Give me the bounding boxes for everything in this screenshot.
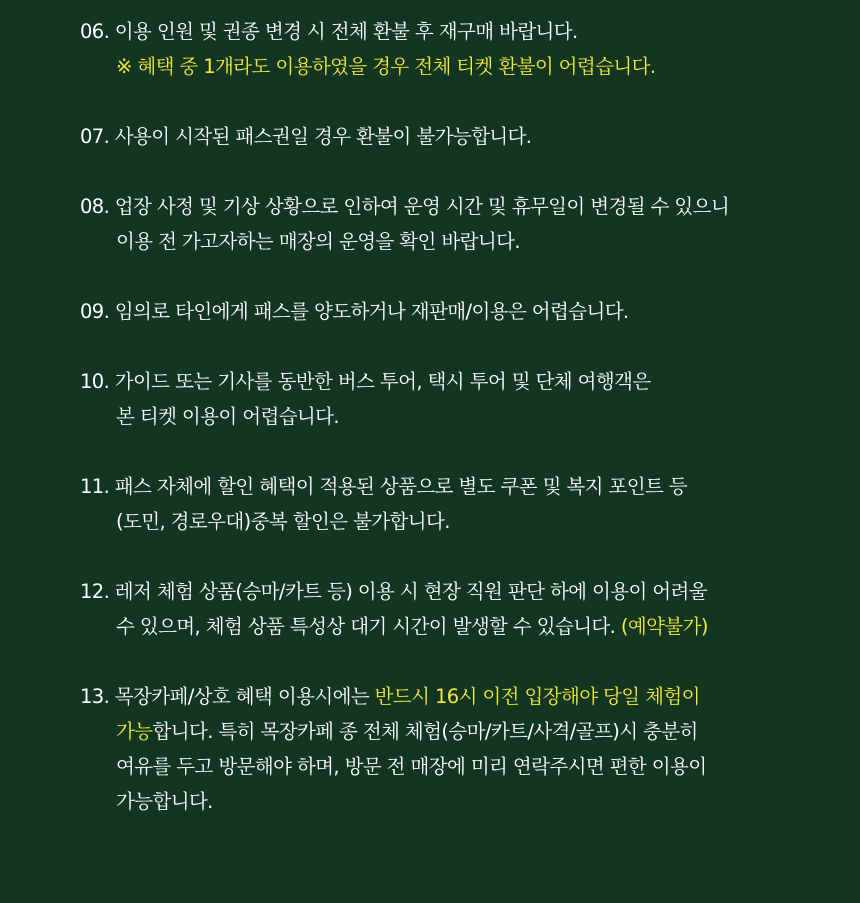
notice-item-10 (80, 364, 855, 434)
notice-13-available-highlight: 가능 (116, 720, 153, 743)
notice-08-line-1: 08. 업장 사정 및 기상 상황으로 인하여 운영 시간 및 휴무일이 변경될 수 있으니 (80, 195, 730, 218)
notice-12-line-2 (80, 609, 855, 644)
notice-07-line-1: 07. 사용이 시작된 패스권일 경우 환불이 불가능합니다. (80, 125, 532, 148)
notice-item-13 (80, 679, 855, 819)
notice-08-line-2: 이용 전 가고자하는 매장의 운영을 확인 바랍니다. (116, 230, 520, 253)
notice-09-line-1: 09. 임의로 타인에게 패스를 양도하거나 재판매/이용은 어렵습니다. (80, 300, 629, 323)
notice-11-line-2: (도민, 경로우대)중복 할인은 불가합니다. (116, 510, 450, 533)
notice-item-07 (80, 119, 855, 154)
notice-13-line-4: 가능합니다. (116, 790, 213, 813)
notice-11-line-1: 11. 패스 자체에 할인 혜택이 적용된 상품으로 별도 쿠폰 및 복지 포인트 등 (80, 475, 688, 498)
notice-13-line-1 (80, 679, 855, 714)
notice-10-line-1: 10. 가이드 또는 기사를 동반한 버스 투어, 택시 투어 및 단체 여행객은 (80, 370, 651, 393)
notice-item-09 (80, 294, 855, 329)
reservation-unavailable-badge: (예약불가) (620, 615, 708, 638)
notice-13-line-3: 여유를 두고 방문해야 하며, 방문 전 매장에 미리 연락주시면 편한 이용이 (116, 755, 707, 778)
notice-10-line-2: 본 티켓 이용이 어렵습니다. (116, 405, 340, 428)
notice-item-11 (80, 469, 855, 539)
notice-item-12 (80, 574, 855, 644)
notice-item-08 (80, 189, 855, 259)
notice-06-line-1: 06. 이용 인원 및 권종 변경 시 전체 환불 후 재구매 바랍니다. (80, 20, 578, 43)
notice-06-warning: ※ 혜택 중 1개라도 이용하였을 경우 전체 티켓 환불이 어렵습니다. (116, 55, 656, 78)
notice-12-line-2-text: 수 있으며, 체험 상품 특성상 대기 시간이 발생할 수 있습니다. (116, 615, 616, 638)
notice-item-06 (80, 14, 855, 84)
notice-12-line-1: 12. 레저 체험 상품(승마/카트 등) 이용 시 현장 직원 판단 하에 이용이 어려울 (80, 580, 708, 603)
notice-13-line-2 (80, 714, 855, 749)
notice-13-deadline-highlight: 반드시 16시 이전 입장해야 당일 체험이 (374, 685, 700, 708)
notice-13-line-2-text: 합니다. 특히 목장카페 종 전체 체험(승마/카트/사격/골프)시 충분히 (152, 720, 698, 743)
notice-13-line-1-text: 13. 목장카페/상호 혜택 이용시에는 (80, 685, 370, 708)
